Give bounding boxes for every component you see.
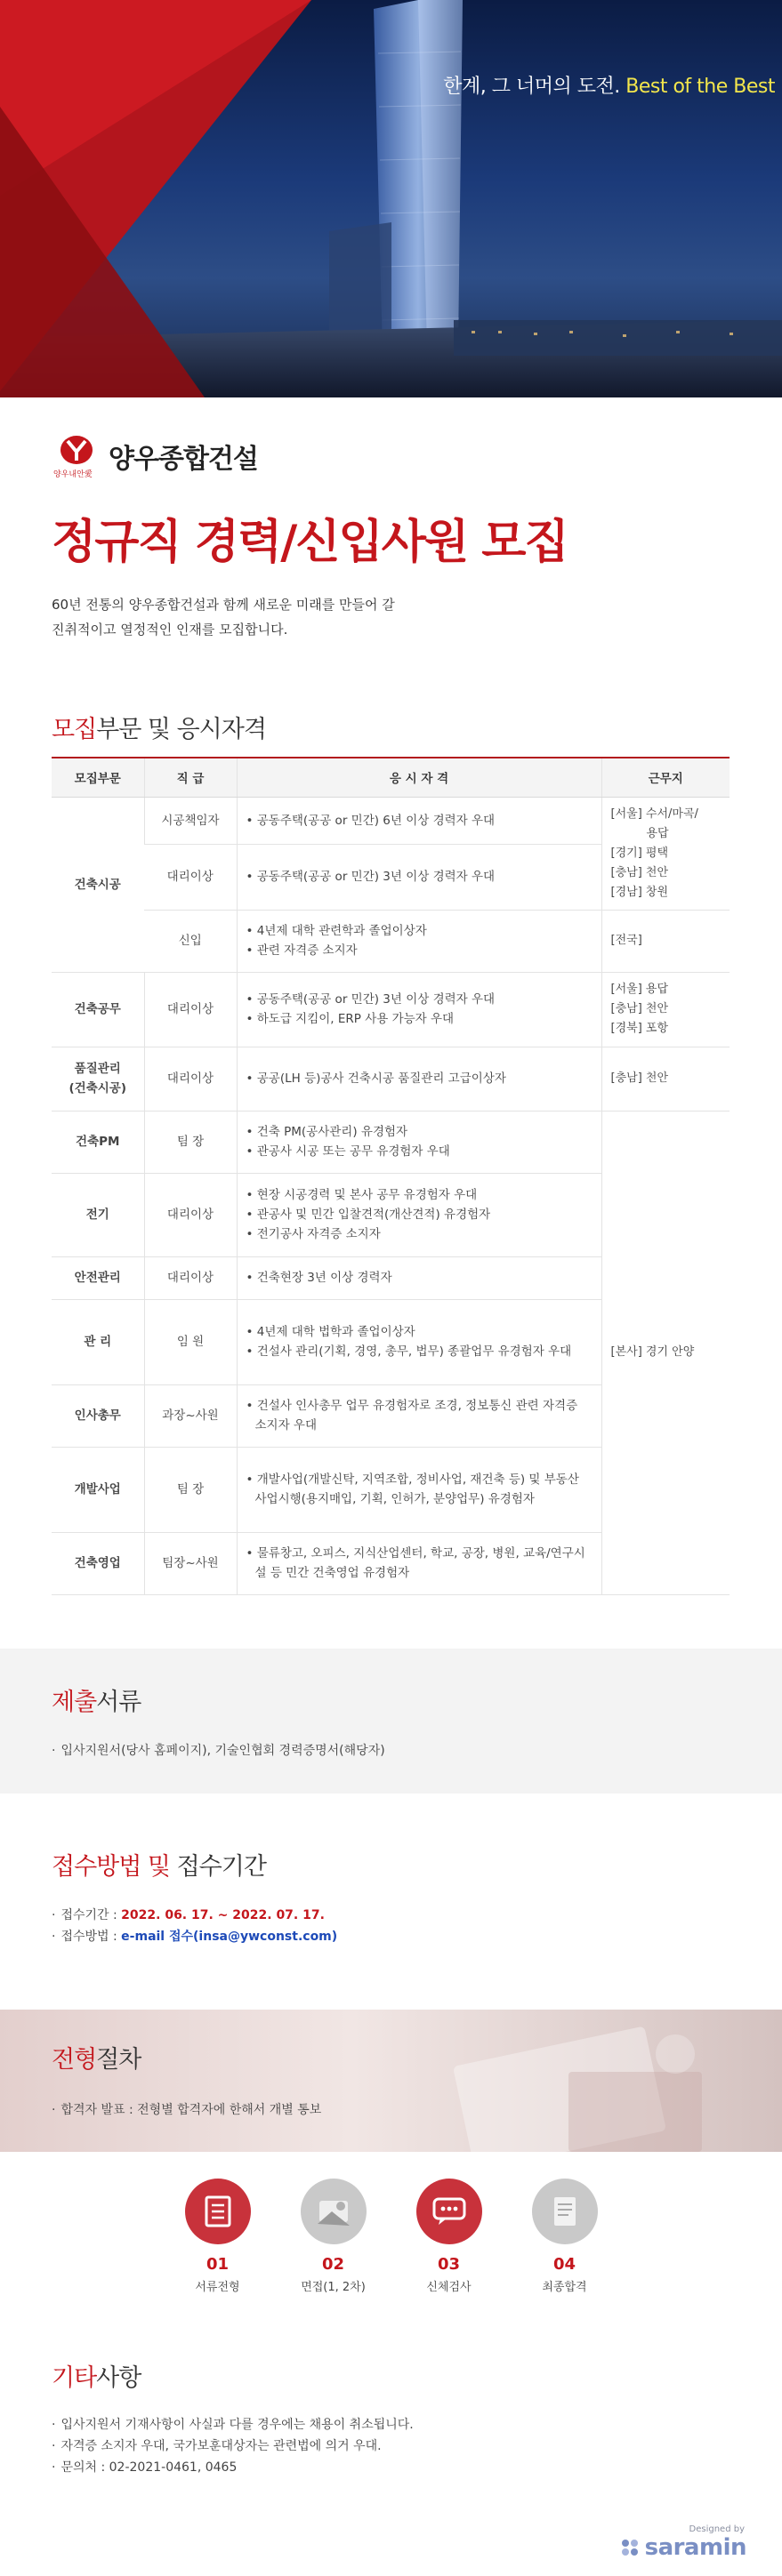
bullet-item xyxy=(52,1905,782,1926)
period-label: 접수기간 : xyxy=(60,1907,122,1922)
qual-line: • 관련 자격증 소지자 xyxy=(246,943,358,958)
loc-line: [경남] 창원 xyxy=(610,885,669,899)
bullet-dot-icon: · xyxy=(52,2438,56,2453)
tagline-highlight: Best of the Best xyxy=(625,76,775,98)
apply-section xyxy=(0,1794,782,1947)
pos-cell: 대리이상 xyxy=(144,1047,237,1111)
heading-red: 기타 xyxy=(52,2363,97,2392)
step-number: 02 xyxy=(321,2254,345,2274)
loc-line: [충남] 천안 xyxy=(610,1002,669,1015)
heading-rest: 접수기간 xyxy=(176,1852,266,1881)
company-name: 양우종합건설 xyxy=(109,444,258,475)
bullet-text: 입사지원서(당사 홈페이지), 기술인협회 경력증명서(해당자) xyxy=(60,1743,385,1758)
hero-tagline xyxy=(443,71,775,99)
logo-mark-icon xyxy=(52,432,100,480)
step-label: 신체검사 xyxy=(426,2280,472,2294)
bullet-item xyxy=(52,2099,782,2121)
document-icon xyxy=(185,2179,251,2244)
dept-cell: 인사총무 xyxy=(52,1384,144,1447)
page-title: 정규직 경력/신입사원 모집 xyxy=(52,516,568,569)
qual-line: • 건설사 관리(기획, 경영, 총무, 법무) 종괄업무 유경험자 우대 xyxy=(246,1344,572,1359)
qual-cell xyxy=(237,1047,601,1111)
qual-cell xyxy=(237,1384,601,1447)
loc-line: [전국] xyxy=(610,934,642,947)
loc-line: [서울] 용답 xyxy=(610,983,669,996)
table-row xyxy=(52,1047,730,1111)
etc-section xyxy=(0,2294,782,2478)
heading-red: 접수방법 및 xyxy=(52,1852,177,1881)
qual-cell xyxy=(237,1532,601,1594)
bullet-dot-icon: · xyxy=(52,1743,56,1758)
qual-line: • 관공사 및 민간 입찰견적(개산견적) 유경험자 xyxy=(246,1208,491,1222)
table-row xyxy=(52,910,730,972)
qual-line: • 개발사업(개발신탁, 지역조합, 정비사업, 재건축 등) 및 부동산 사업시행(용지매입, 기획, 인허가, 분양업무) 유경험자 xyxy=(246,1473,579,1506)
table-row xyxy=(52,972,730,1047)
recruit-section xyxy=(0,642,782,1595)
dept-cell: 개발사업 xyxy=(52,1447,144,1532)
section-heading xyxy=(52,710,730,757)
logo-sub-text: 양우내안愛 xyxy=(53,470,93,479)
dept-cell: 관 리 xyxy=(52,1299,144,1384)
loc-line: [충남] 천안 xyxy=(610,865,669,879)
process-steps xyxy=(0,2179,782,2294)
heading-red: 제출 xyxy=(52,1688,97,1716)
loc-cell xyxy=(601,910,730,972)
table-header-row xyxy=(52,758,730,797)
pos-cell: 대리이상 xyxy=(144,1173,237,1256)
documents-section xyxy=(0,1649,782,1794)
qual-line: • 건축현장 3년 이상 경력자 xyxy=(246,1271,392,1285)
saramin-wordmark: saramin xyxy=(644,2533,746,2561)
step-label: 면접(1, 2차) xyxy=(301,2280,366,2294)
red-triangle-decor xyxy=(0,0,320,397)
step-number: 04 xyxy=(552,2254,576,2274)
qual-line: • 하도급 지킴이, ERP 사용 가능자 우대 xyxy=(246,1012,455,1026)
qual-line: • 공동주택(공공 or 민간) 3년 이상 경력자 우대 xyxy=(246,992,496,1007)
intro-text xyxy=(0,592,782,642)
heading-red: 모집 xyxy=(52,716,97,743)
dept-cell: 안전관리 xyxy=(52,1256,144,1299)
pos-cell: 신입 xyxy=(144,910,237,972)
section-heading xyxy=(52,1847,782,1882)
step-label: 최종합격 xyxy=(542,2280,587,2294)
pos-cell: 팀장~사원 xyxy=(144,1532,237,1594)
intro-line: 60년 전통의 양우종합건설과 함께 새로운 미래를 만들어 갈 xyxy=(52,597,395,613)
qual-cell xyxy=(237,1256,601,1299)
heading-rest: 부문 및 응시자격 xyxy=(96,716,266,743)
pos-cell: 팀 장 xyxy=(144,1447,237,1532)
method-email-link[interactable]: e-mail 접수(insa@ywconst.com) xyxy=(121,1929,338,1944)
table-row xyxy=(52,1111,730,1173)
qual-cell xyxy=(237,910,601,972)
col-header: 근무지 xyxy=(601,758,730,797)
bullet-item xyxy=(52,1926,782,1947)
loc-line: [경북] 포항 xyxy=(610,1022,669,1035)
bullet-item xyxy=(52,1740,782,1761)
pos-cell: 임 원 xyxy=(144,1299,237,1384)
method-label: 접수방법 : xyxy=(60,1929,122,1944)
qual-line: • 4년제 대학 법학과 졸업이상자 xyxy=(246,1325,415,1339)
loc-cell xyxy=(601,797,730,910)
bullet-dot-icon: · xyxy=(52,1929,56,1944)
loc-cell xyxy=(601,1047,730,1111)
step-item xyxy=(532,2179,598,2294)
loc-line: 용답 xyxy=(646,826,669,840)
bullet-item xyxy=(52,2457,782,2478)
pos-cell: 대리이상 xyxy=(144,1256,237,1299)
section-heading xyxy=(52,2358,782,2393)
bullet-text: 입사지원서 기재사항이 사실과 다를 경우에는 채용이 취소됩니다. xyxy=(60,2417,414,2432)
process-banner xyxy=(0,2010,782,2152)
step-label: 서류전형 xyxy=(195,2280,240,2294)
loc-line: [서울] 수서/마곡/ xyxy=(610,807,698,821)
dept-cell: 품질관리 (건축시공) xyxy=(52,1047,144,1111)
bullet-text: 자격증 소지자 우대, 국가보훈대상자는 관련법에 의거 우대. xyxy=(60,2438,382,2453)
bullet-text: 문의처 : 02-2021-0461, 0465 xyxy=(60,2460,238,2475)
bullet-item xyxy=(52,2414,782,2436)
tagline-text: 한계, 그 너머의 도전. xyxy=(443,76,626,98)
loc-cell xyxy=(601,1111,730,1594)
step-item xyxy=(301,2179,367,2294)
qual-cell xyxy=(237,1173,601,1256)
dept-cell: 건축영업 xyxy=(52,1532,144,1594)
intro-line: 진취적이고 열정적인 인재를 모집합니다. xyxy=(52,622,288,638)
pos-cell: 팀 장 xyxy=(144,1111,237,1173)
desk-photo-decor xyxy=(408,2018,729,2152)
saramin-logo xyxy=(620,2534,746,2561)
period-value: 2022. 06. 17. ~ 2022. 07. 17. xyxy=(121,1907,325,1922)
bullet-dot-icon: · xyxy=(52,1907,56,1922)
dept-cell: 건축PM xyxy=(52,1111,144,1173)
interview-photo-icon xyxy=(301,2179,367,2244)
hero-banner xyxy=(0,0,782,397)
section-heading xyxy=(52,2040,782,2074)
company-logo xyxy=(52,432,258,480)
loc-line: [경기] 평택 xyxy=(610,846,669,860)
bullet-item xyxy=(52,2436,782,2457)
col-header: 직 급 xyxy=(144,758,237,797)
qual-line: • 물류창고, 오피스, 지식산업센터, 학교, 공장, 병원, 교육/연구시설 등 민간 건축영업 유경험자 xyxy=(246,1546,585,1580)
loc-line: [충남] 천안 xyxy=(610,1071,669,1085)
qual-cell xyxy=(237,972,601,1047)
heading-rest: 서류 xyxy=(96,1688,141,1716)
dept-cell: 건축시공 xyxy=(52,797,144,972)
heading-rest: 사항 xyxy=(96,2363,141,2392)
pos-cell: 시공책임자 xyxy=(144,797,237,844)
qual-line: • 4년제 대학 관련학과 졸업이상자 xyxy=(246,924,427,938)
designed-by-text: Designed by xyxy=(689,2524,745,2534)
bullet-dot-icon: · xyxy=(52,2417,56,2432)
qual-line: • 공동주택(공공 or 민간) 3년 이상 경력자 우대 xyxy=(246,870,496,884)
chat-bubble-icon xyxy=(416,2179,482,2244)
table-row xyxy=(52,797,730,844)
saramin-dots-icon xyxy=(620,2538,640,2557)
loc-cell xyxy=(601,972,730,1047)
qual-line: • 공동주택(공공 or 민간) 6년 이상 경력자 우대 xyxy=(246,813,496,828)
qual-cell xyxy=(237,1111,601,1173)
step-number: 03 xyxy=(437,2254,461,2274)
step-item xyxy=(185,2179,251,2294)
qual-cell xyxy=(237,1447,601,1532)
heading-red: 전형 xyxy=(52,2045,97,2074)
qual-line: • 전기공사 자격증 소지자 xyxy=(246,1227,381,1241)
qual-line: • 건설사 인사총무 업무 유경험자로 조경, 정보통신 관련 자격증 소지자 우대 xyxy=(246,1399,578,1432)
col-header: 응 시 자 격 xyxy=(237,758,601,797)
loc-line: [본사] 경기 안양 xyxy=(610,1345,695,1359)
pos-cell: 대리이상 xyxy=(144,844,237,910)
section-heading xyxy=(52,1682,782,1717)
step-item xyxy=(416,2179,482,2294)
qual-line: • 공공(LH 등)공사 건축시공 품질관리 고급이상자 xyxy=(246,1071,506,1086)
pos-cell: 대리이상 xyxy=(144,972,237,1047)
qual-cell xyxy=(237,1299,601,1384)
bullet-dot-icon: · xyxy=(52,2102,56,2117)
qual-line: • 관공사 시공 또는 공무 유경험자 우대 xyxy=(246,1144,450,1159)
col-header: 모집부문 xyxy=(52,758,144,797)
qual-line: • 현장 시공경력 및 본사 공무 유경험자 우대 xyxy=(246,1188,478,1202)
saramin-credit[interactable] xyxy=(620,2524,746,2561)
brand-header xyxy=(0,397,782,488)
dept-cell: 전기 xyxy=(52,1173,144,1256)
recruit-table xyxy=(52,757,730,1595)
step-number: 01 xyxy=(206,2254,230,2274)
qual-cell xyxy=(237,797,601,844)
bullet-dot-icon: · xyxy=(52,2460,56,2475)
final-pass-photo-icon xyxy=(532,2179,598,2244)
heading-rest: 절차 xyxy=(96,2045,141,2074)
dept-cell: 건축공무 xyxy=(52,972,144,1047)
qual-line: • 건축 PM(공사관리) 유경험자 xyxy=(246,1125,408,1139)
qual-cell xyxy=(237,844,601,910)
bullet-text: 합격자 발표 : 전형별 합격자에 한해서 개별 통보 xyxy=(60,2102,322,2117)
pos-cell: 과장~사원 xyxy=(144,1384,237,1447)
